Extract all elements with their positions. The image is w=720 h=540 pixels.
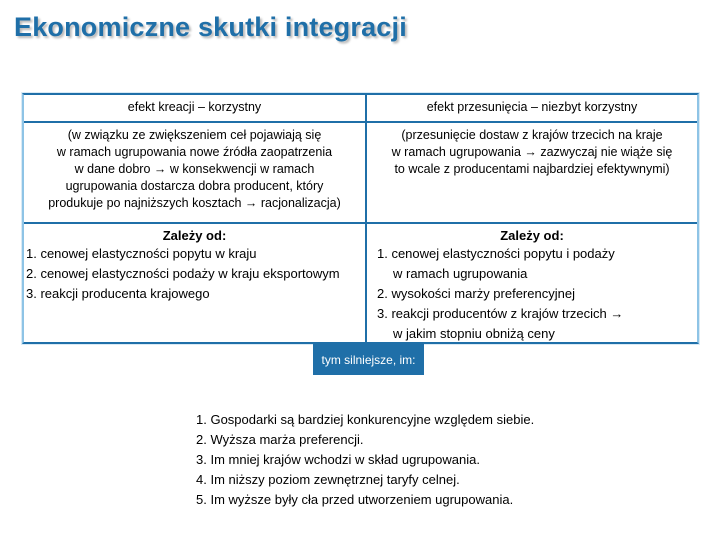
list-item: 2. Wyższa marża preferencji. — [196, 432, 364, 447]
list-item: 4. Im niższy poziom zewnętrznej taryfy celnej. — [196, 472, 460, 487]
description-line: w ramach ugrupowania → zazwyczaj nie wiąże się — [391, 145, 673, 159]
factor-item: 3. reakcji producentów z krajów trzecich → — [377, 306, 624, 321]
header-divider — [24, 121, 697, 123]
creation-effect-factors — [24, 227, 365, 304]
creation-effect-header: efekt kreacji – korzystny — [127, 100, 262, 114]
callout-box: tym silniejsze, im: — [313, 344, 424, 375]
list-item: 3. Im mniej krajów wchodzi w skład ugrupowania. — [196, 452, 480, 467]
description-line: ugrupowania dostarcza dobra producent, który — [65, 179, 324, 193]
description-line: produkuje po najniższych kosztach → racjonalizacja) — [48, 196, 341, 210]
description-line: w ramach ugrupowania nowe źródła zaopatrzenia — [56, 145, 333, 159]
factors-heading: Zależy od: — [500, 228, 564, 243]
description-line: (przesunięcie dostaw z krajów trzecich na kraje — [401, 128, 663, 142]
factor-item: 3. reakcji producenta krajowego — [26, 286, 210, 301]
factor-item: 2. cenowej elastyczności podaży w kraju eksportowym — [26, 266, 340, 281]
factor-item-continuation: w ramach ugrupowania — [393, 266, 528, 281]
row-divider — [24, 222, 697, 224]
factor-item: 1. cenowej elastyczności popytu i podaży — [377, 246, 615, 261]
diversion-effect-factors — [367, 227, 697, 344]
factor-item: 1. cenowej elastyczności popytu w kraju — [26, 246, 257, 261]
factor-item: 2. wysokości marży preferencyjnej — [377, 286, 575, 301]
diversion-effect-header: efekt przesunięcia – niezbyt korzystny — [426, 100, 638, 114]
description-line: (w związku ze zwiększeniem ceł pojawiają się — [67, 128, 322, 142]
factor-item-continuation: w jakim stopniu obniżą ceny — [393, 326, 555, 341]
description-line: to wcale z producentami najbardziej efektywnymi) — [394, 162, 670, 176]
effects-table — [22, 93, 699, 344]
list-item: 1. Gospodarki są bardziej konkurencyjne względem siebie. — [196, 412, 535, 427]
factors-heading: Zależy od: — [162, 228, 227, 243]
conditions-list — [196, 410, 534, 510]
description-line: w dane dobro → w konsekwencji w ramach — [74, 162, 315, 176]
creation-effect-description — [24, 127, 365, 212]
slide-title: Ekonomiczne skutki integracji — [14, 12, 407, 42]
list-item: 5. Im wyższe były cła przed utworzeniem ugrupowania. — [196, 492, 514, 507]
diversion-effect-description — [367, 127, 697, 178]
